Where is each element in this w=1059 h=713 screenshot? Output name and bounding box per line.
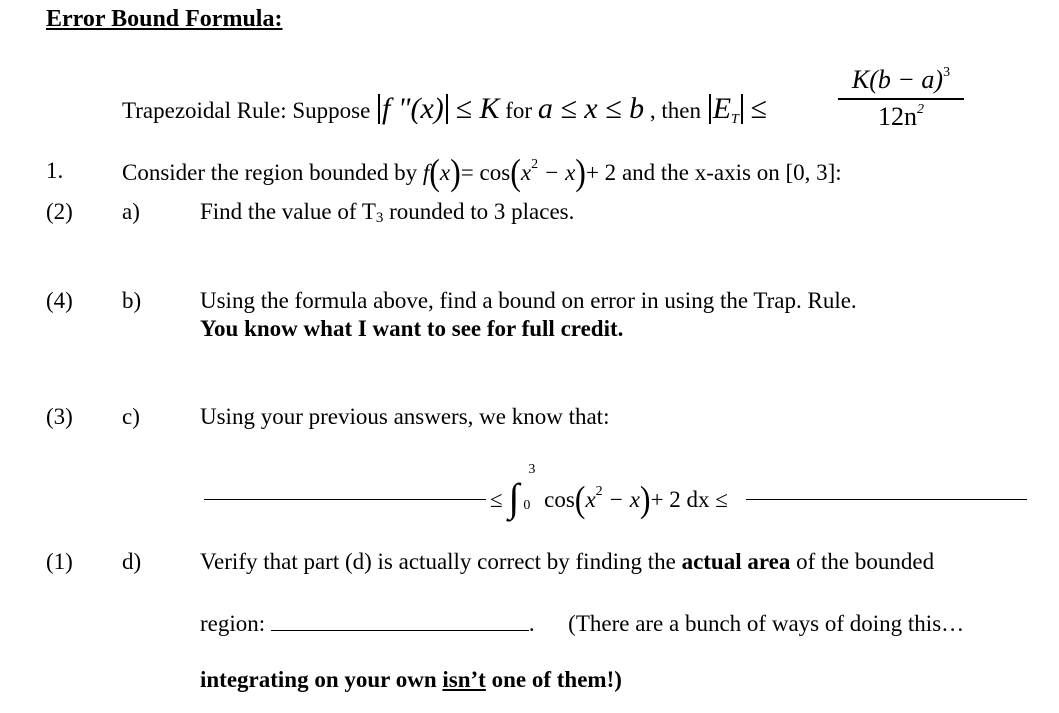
fraction-numerator: $K(b - a)^3$ [851,65,951,94]
part-c-points: (3) [46,404,73,429]
page-title: Error Bound Formula: [46,6,283,32]
part-a-points: (2) [46,199,73,224]
integral-sign: ∫ 3 0 [508,462,536,520]
problem-statement: Consider the region bounded by $f(x)= \cos(x^2 - x)+ 2$ and the x-axis on [0, 3]: [122,151,842,193]
formula-le: ≤ [750,92,768,125]
part-d-line3: integrating on your own isn’t one of them!) [200,667,622,692]
integral-inequality: ≤ ∫ 3 0 $\cos(x^2 - x)+ 2$ dx ≤ [490,462,728,520]
part-b-letter: b) [122,288,142,313]
part-b-line1: Using the formula above, find a bound on error in using the Trap. Rule. [200,288,857,313]
part-c-text: Using your previous answers, we know that: [200,404,610,429]
part-b-line2: You know what I want to see for full credit. [200,316,624,341]
fraction-denominator: $12n^2$ [878,101,924,131]
error-bound-formula: Trapezoidal Rule: Suppose f "(x) ≤ K for a ≤ x ≤ b , then $E_T$ ≤ [122,92,768,127]
error-fraction [838,65,964,132]
part-b-points: (4) [46,288,73,313]
lower-bound-blank[interactable] [204,473,486,500]
part-d-line2: region: . (There are a bunch of ways of doing this… [200,608,964,637]
part-d-letter: d) [122,549,142,574]
part-d-line1: Verify that part (d) is actually correct by finding the actual area of the bounded [200,549,935,574]
problem-number: 1. [46,158,64,183]
part-a-text: Find the value of $T_3$ rounded to 3 places. [200,199,575,226]
upper-bound-blank[interactable] [746,473,1027,500]
actual-area-blank[interactable] [271,608,529,631]
bound-k: ≤ K [455,92,500,125]
part-a-letter: a) [122,199,140,224]
formula-for: for [505,98,533,123]
part-c-letter: c) [122,404,140,429]
formula-lead: Trapezoidal Rule: Suppose [122,98,371,123]
function-f: f [422,160,430,185]
second-derivative: f "(x) [382,92,444,125]
part-d-points: (1) [46,549,73,574]
interval-range: a ≤ x ≤ b [537,92,645,125]
formula-then: , then [649,98,701,123]
error-symbol: E [712,92,732,125]
